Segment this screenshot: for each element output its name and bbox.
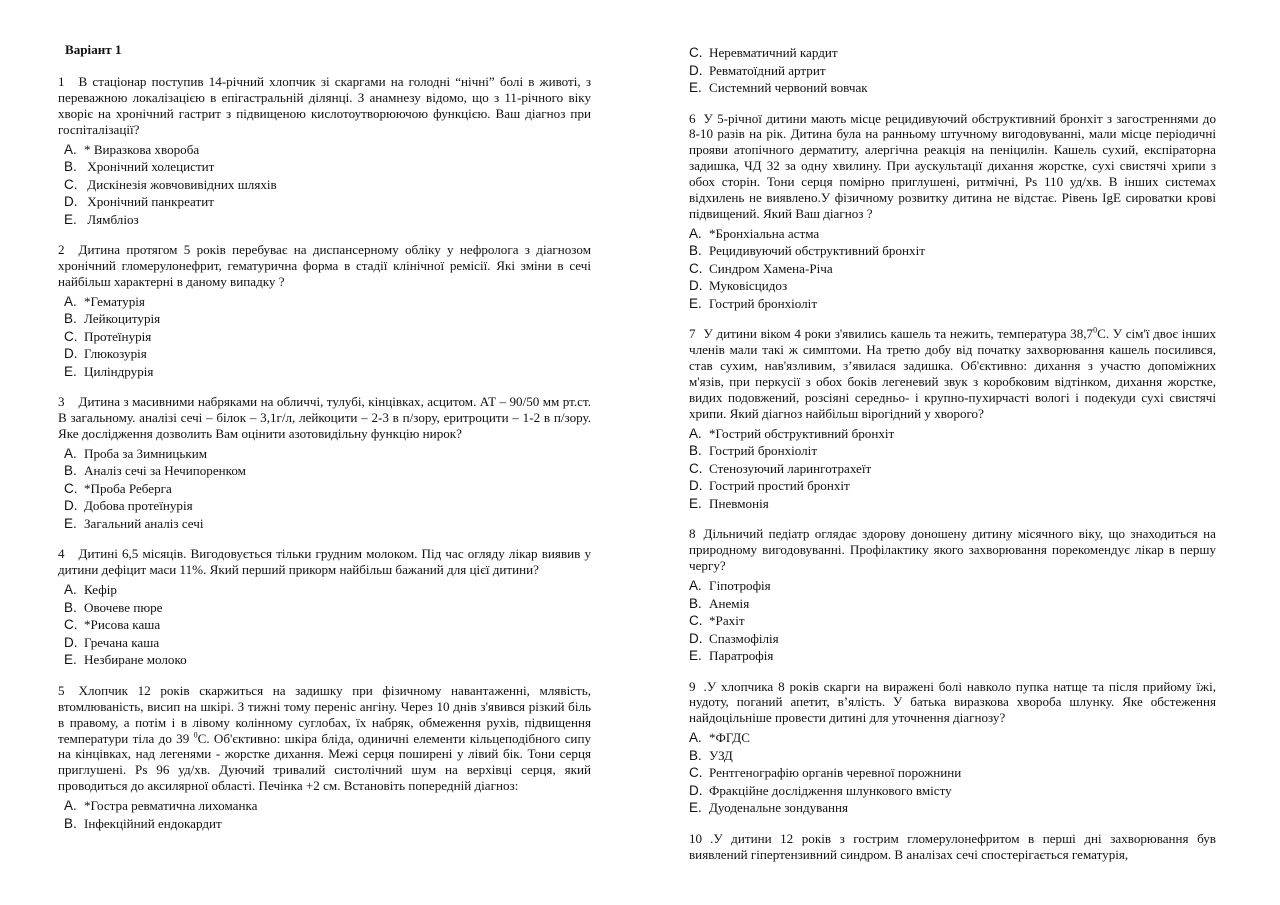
question-4 <box>58 546 591 668</box>
question-number: 5 <box>58 682 65 698</box>
question-text: Дитина протягом 5 років перебуває на диспансерному обліку у нефролога з діагнозом хронічний гломерулонефрит, гематурична форма в стадії клінічної ремісії. Які зміни в сечі найбільш характерні в даному випадку ? <box>58 242 591 289</box>
option-c: C. Дискінезія жовчовивідних шляхів <box>64 176 277 192</box>
option-d: D. Муковісцидоз <box>689 278 788 294</box>
question-5-continued <box>689 44 1216 97</box>
option-e: E. Дуоденальне зондування <box>689 800 849 816</box>
option-e: E. Загальний аналіз сечі <box>64 515 204 531</box>
option-e: E. Незбиране молоко <box>64 652 187 668</box>
question-5 <box>58 683 591 832</box>
option-a: A. Проба за Зимницьким <box>64 445 208 461</box>
question-1 <box>58 74 591 228</box>
option-d: D. Глюкозурія <box>64 346 147 362</box>
option-a: A. * Виразкова хвороба <box>64 141 200 157</box>
question-6 <box>689 111 1216 313</box>
question-stem <box>689 326 1216 421</box>
option-b: B. УЗД <box>689 747 733 763</box>
question-number: 4 <box>58 546 65 562</box>
question-text: Дільничий педіатр оглядає здорову доношену дитину місячного віку, що знаходиться на природному вигодовуванні. Профілактику якого захворювання порекомендує лікар в першу чергу? <box>689 526 1216 574</box>
option-d: D. Добова протеїнурія <box>64 498 193 514</box>
option-e: E. Паратрофія <box>689 648 774 663</box>
question-number: 2 <box>58 242 65 258</box>
option-b: B. Гострий бронхіоліт <box>689 443 818 459</box>
question-text: У 5-річної дитини мають місце рецидивуючий обструктивний бронхіт з загостреннями до 8-10 разів на рік. Дитина була на ранньому штучному вигодовуванні, мали місце періодичні прояви атопічного дерматиту, алергічна реакція на пеніцилін. Кашель сухий, експіраторна задишка, ЧД 32 за одну хвилину. При аускультації дихання жорстке, сухі свистячі хрипи з обох сторін. Тони серця помірно приглушені, ритмічні, Ps 110 уд/хв. В інших системах відхилень не виявлено.У фізичному розвитку дитина не відстає. Рівень IgE сироватки крові підвищений. Який Ваш діагноз ? <box>689 110 1216 221</box>
question-number: 1 <box>58 73 65 89</box>
question-2 <box>58 242 591 380</box>
option-c: C. Неревматичний кардит <box>689 45 838 60</box>
option-c: C. *Рисова каша <box>64 617 161 633</box>
option-e: E. Гострий бронхіоліт <box>689 295 818 311</box>
question-stem <box>689 526 1216 574</box>
question-text: У дитини віком 4 роки з'явились кашель та нежить, температура 38,7 <box>703 326 1094 342</box>
option-d: D. Гострий простий бронхіт <box>689 478 850 494</box>
option-c: C. Рентгенографію органів черевної порожнини <box>689 765 962 781</box>
option-d: D. Хронічний панкреатит <box>64 194 214 210</box>
question-7 <box>689 326 1216 512</box>
option-a: A. *Гострий обструктивний бронхіт <box>689 425 895 441</box>
option-e: E. Пневмонія <box>689 495 769 511</box>
left-column <box>58 42 591 846</box>
question-3 <box>58 394 591 532</box>
question-text-continued: С. У сім'ї двоє інших членів мали такі ж симптоми. На третю добу від початку захворювання кашель посилився, став сухим, нав'язливим, з’явилася задишка. Об'єктивно: дихання з участю допоміжних м'язів, при перкусії з обох боків легеневий звук з коробковим відтінком, дихання жорстке, видих подовжений, розсіяні середньо- і крупно-пухирчасті вологі і подекуди сухі свистячі хрипи. Який діагноз найбільш вірогідний у хворого? <box>689 326 1217 421</box>
option-b: B. Інфекційний ендокардит <box>64 815 222 831</box>
question-text-continued: С. Об'єктивно: шкіра бліда, одиничні елементи кільцеподібного сипу на кінцівках, над легенями - жорстке дихання. Межі серця поширені у лівий бік. Тони серця приглушені. Ps 96 уд/хв. Дуючий тривалий систолічний шум на верхівці серця, який проводиться до аксилярної області. Печінка +2 см. Встановіть попередній діагноз: <box>58 730 591 794</box>
option-a: A. *Гематурія <box>64 293 145 309</box>
option-d: D. Гречана каша <box>64 634 160 650</box>
question-number: 10 <box>689 830 703 846</box>
option-b: B. Хронічний холецистит <box>64 159 215 175</box>
option-c: C. *Проба Реберга <box>64 480 172 496</box>
question-stem <box>58 683 591 794</box>
option-b: B. Рецидивуючий обструктивний бронхіт <box>689 243 925 259</box>
option-d: D. Ревматоїдний артрит <box>689 62 826 78</box>
question-text: Хлопчик 12 років скаржиться на задишку при фізичному навантаженні, млявість, втомлюваність, висип на шкірі. З тижні тому переніс ангіну. Через 10 днів з'явився різкий біль в правому, а потім і в лівому колінному суглобах, їх набряк, обмеження рухів, підвищення температури тіла до 39 <box>58 682 591 746</box>
degree-superscript: 0 <box>193 730 198 740</box>
option-e: E. Лямбліоз <box>64 211 139 227</box>
question-stem <box>689 831 1216 863</box>
question-stem <box>58 74 591 138</box>
question-text: Дитина з масивними набряками на обличчі, тулубі, кінцівках, асцитом. АТ – 90/50 мм рт.ст. В загальному. аналізі сечі – білок – 3,1г/л, лейкоцити – 2-3 в п/зору, еритроцити – 1-2 в п/зору. Яке дослідження дозволить Вам оцінити азотовидільну функцію нирок? <box>58 394 591 442</box>
question-stem <box>689 679 1216 727</box>
question-number: 7 <box>689 326 696 342</box>
question-stem <box>58 546 591 578</box>
degree-superscript: 0 <box>1093 325 1098 335</box>
question-text: В стаціонар поступив 14-річний хлопчик зі скаргами на голодні “нічні” болі в животі, з переважною локалізацією в епігастральній ділянці. З анамнезу відомо, що з 11-річного віку хворіє на хронічний гастрит з підвищеною кислотоутворюючою функцією. Ваш діагноз при госпіталізації? <box>58 73 591 137</box>
question-text: .У дитини 12 років з гострим гломерулонефритом в перші дні захворювання був виявлений гіпертензивний синдром. В аналізах сечі спостерігається гематурія, <box>689 830 1216 862</box>
question-stem <box>689 111 1216 222</box>
option-e: E. Циліндрурія <box>64 363 154 379</box>
question-stem <box>58 242 591 290</box>
question-8 <box>689 526 1216 664</box>
option-a: A. *ФГДС <box>689 730 750 746</box>
option-a: A. *Гостра ревматична лихоманка <box>64 798 258 814</box>
option-a: A. Гіпотрофія <box>689 578 771 593</box>
question-text: .У хлопчика 8 років скарги на виражені болі навколо пупка натще та після прийому їжі, нудоту, поганий апетит, в’ялість. У батька виразкова хвороба шлунку. Яке обстеження найдоцільніше провести дитині для уточнення діагнозу? <box>689 678 1216 726</box>
option-a: A. Кефір <box>64 582 117 598</box>
question-number: 6 <box>689 110 696 126</box>
question-text: Дитині 6,5 місяців. Вигодовується тільки грудним молоком. Під час огляду лікар виявив у дитини дефіцит маси 11%. Який перший прикорм найбільш бажаний для цієї дитини? <box>58 546 591 578</box>
question-number: 9 <box>689 678 696 694</box>
option-b: B. Овочеве пюре <box>64 599 163 615</box>
option-c: C. *Рахіт <box>689 613 745 628</box>
option-c: C. Стенозуючий ларинготрахеїт <box>689 460 872 476</box>
option-e: E. Системний червоний вовчак <box>689 80 868 95</box>
option-b: B. Лейкоцитурія <box>64 311 161 327</box>
option-a: A. *Бронхіальна астма <box>689 225 820 241</box>
question-number: 3 <box>58 394 65 410</box>
option-b: B. Анемія <box>689 595 750 611</box>
question-10 <box>689 831 1216 863</box>
question-stem <box>58 394 591 442</box>
option-b: B. Аналіз сечі за Нечипоренком <box>64 463 246 479</box>
option-c: C. Протеїнурія <box>64 328 152 344</box>
question-9 <box>689 679 1216 817</box>
question-number: 8 <box>689 526 696 542</box>
right-column <box>689 44 1216 877</box>
option-c: C. Синдром Хамена-Річа <box>689 260 833 276</box>
option-d: D. Спазмофілія <box>689 630 779 646</box>
variant-title: Варіант 1 <box>65 42 122 57</box>
option-d: D. Фракційне дослідження шлункового вмісту <box>689 782 952 798</box>
